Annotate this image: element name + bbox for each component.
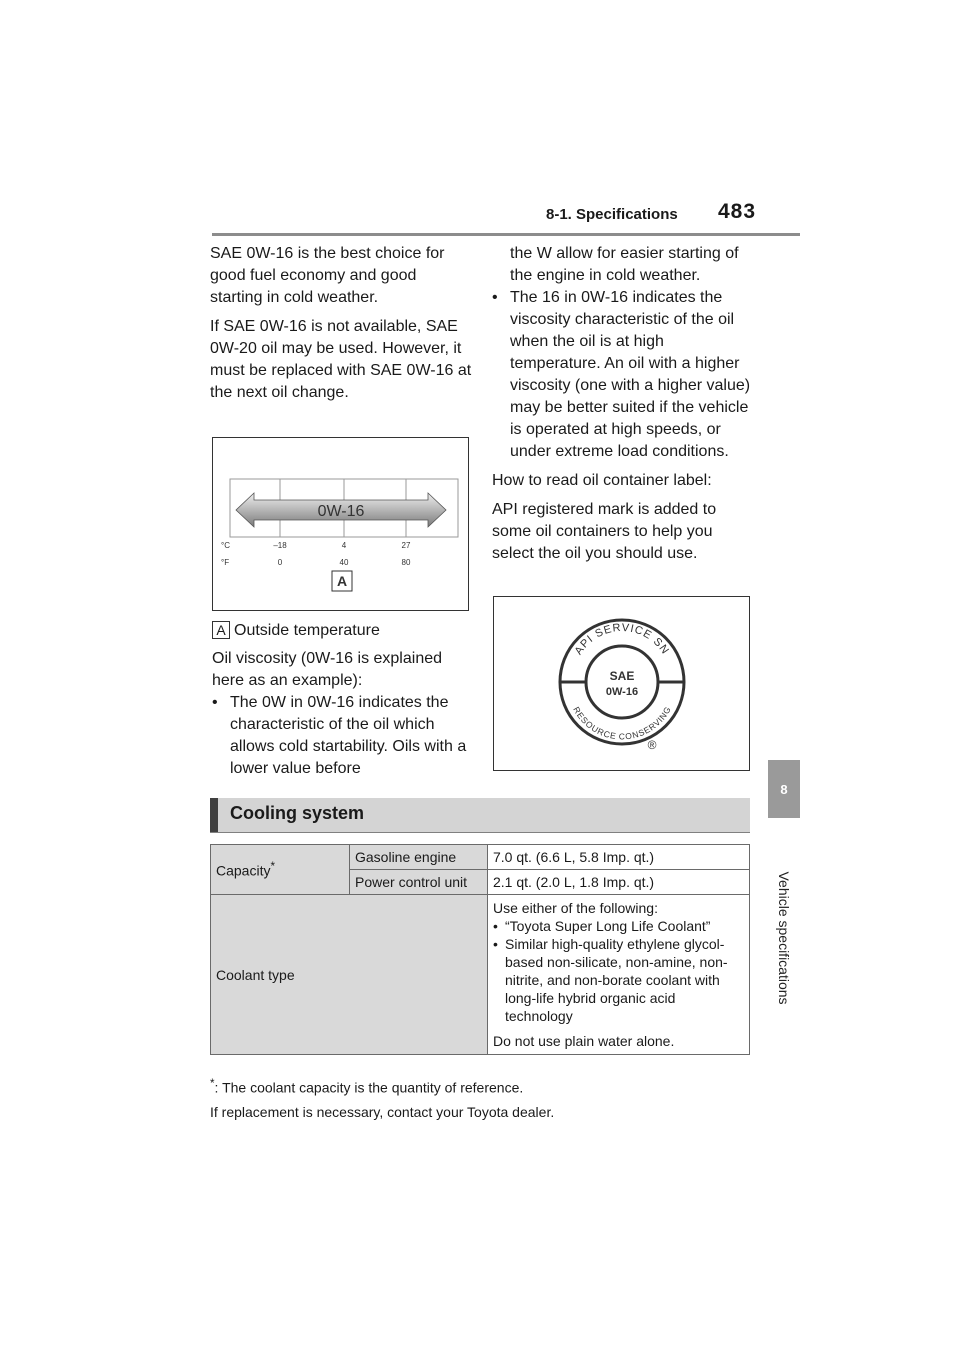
coolant-intro: Use either of the following:	[493, 900, 658, 916]
footnote-text: : The coolant capacity is the quantity of reference.	[214, 1079, 524, 1096]
section-header-cooling	[210, 798, 750, 832]
row-value-cell: 7.0 qt. (6.6 L, 5.8 Imp. qt.)	[488, 845, 750, 870]
paragraph-viscosity-intro: Oil viscosity (0W-16 is explained here as an example):	[212, 650, 443, 689]
coolant-value-cell	[488, 895, 750, 1055]
svg-text:API SERVICE SN	[573, 622, 672, 657]
bullet-continuation	[492, 243, 752, 287]
capacity-label-cell	[211, 845, 350, 895]
bullet-item: • The 0W in 0W-16 indicates the characteristic of the oil which allows cold startability. Oils with a lower value before	[212, 694, 467, 777]
bullet-text-0w: The 0W in 0W-16 indicates the characteristic of the oil which allows cold startability. Oils with a lower value before	[230, 694, 467, 777]
paragraph-alternative-oil: If SAE 0W-16 is not available, SAE 0W-20 oil may be used. However, it must be replaced with SAE 0W-16 at the next oil change.	[210, 318, 472, 401]
fahrenheit-tick: 80	[401, 558, 411, 567]
table-row	[211, 895, 750, 1055]
left-column-top	[210, 243, 472, 404]
footnote	[210, 1077, 523, 1096]
fahrenheit-tick: 40	[339, 558, 349, 567]
section-title-cooling: Cooling system	[230, 803, 365, 823]
api-center-top: SAE	[609, 669, 635, 683]
figure-legend	[212, 620, 474, 642]
api-bottom-text: RESOURCE CONSERVING	[571, 705, 673, 742]
legend-text: Outside temperature	[234, 622, 380, 639]
header-divider	[212, 233, 800, 236]
footnote-marker: *	[210, 1077, 215, 1090]
left-column-bottom	[212, 620, 474, 780]
bullet-text-16: The 16 in 0W-16 indicates the viscosity characteristic of the oil when the oil is at high temperature. An oil with a higher viscosity (one with a higher value) may be better suited if the vehicle is operated at high speeds, or under extreme load conditions.	[510, 289, 751, 460]
coolant-option: “Toyota Super Long Life Coolant”	[505, 918, 711, 934]
chapter-label-text: Vehicle specifications	[776, 871, 792, 1005]
dealer-note: If replacement is necessary, contact your Toyota dealer.	[210, 1104, 555, 1120]
coolant-option: Similar high-quality ethylene glycol-based non-silicate, non-amine, non-nitrite, and non-borate coolant with long-life hybrid organic acid technology	[505, 936, 728, 1024]
cooling-spec-table	[210, 844, 750, 1055]
paragraph-api-mark: API registered mark is added to some oil containers to help you select the oil you should use.	[492, 501, 717, 562]
viscosity-chart-graphic	[213, 438, 468, 610]
chapter-number: 8	[780, 781, 788, 797]
oil-viscosity-figure	[212, 437, 469, 611]
celsius-tick: –18	[273, 541, 287, 550]
capacity-footnote-marker: *	[270, 860, 276, 874]
coolant-label-cell: Coolant type	[211, 895, 488, 1055]
fahrenheit-tick: 0	[277, 558, 283, 567]
capacity-label: Capacity	[216, 862, 271, 879]
bullet-item: • The 16 in 0W-16 indicates the viscosity characteristic of the oil when the oil is at high temperature. An oil with a higher viscosity (one with a higher value) may be better suited if the vehicle is operated at high speeds, or under extreme load conditions.	[492, 289, 751, 460]
section-title: 8-1. Specifications	[546, 206, 678, 223]
bullet-text-continued: the W allow for easier starting of the engine in cold weather.	[510, 245, 739, 284]
row-label-cell: Gasoline engine	[350, 845, 488, 870]
registered-mark: ®	[647, 738, 657, 752]
coolant-note: Do not use plain water alone.	[493, 1033, 675, 1049]
callout-label: A	[336, 573, 348, 589]
paragraph-container-label: How to read oil container label:	[492, 472, 712, 489]
paragraph-best-choice: SAE 0W-16 is the best choice for good fuel economy and good starting in cold weather.	[210, 245, 445, 306]
right-column	[492, 243, 752, 565]
row-value-cell: 2.1 qt. (2.0 L, 1.8 Imp. qt.)	[488, 870, 750, 895]
row-label-cell: Power control unit	[350, 870, 488, 895]
svg-text:RESOURCE CONSERVING	[571, 705, 672, 741]
api-service-symbol	[494, 597, 749, 770]
chapter-tab	[768, 760, 800, 818]
api-center-bottom: 0W-16	[605, 686, 639, 698]
list-item: • Similar high-quality ethylene glycol-based non-silicate, non-amine, non-nitrite, and non-borate coolant with long-life hybrid organic acid technology	[493, 936, 728, 1024]
band-label: 0W-16	[317, 503, 365, 520]
celsius-tick: 4	[341, 541, 347, 550]
table-row	[211, 845, 750, 870]
api-top-text: API SERVICE SN	[572, 621, 672, 658]
legend-marker: A	[212, 621, 230, 639]
api-mark-figure	[493, 596, 750, 771]
section-divider	[210, 832, 750, 833]
page-number: 483	[718, 200, 757, 223]
celsius-unit: °C	[221, 541, 230, 550]
celsius-tick: 27	[401, 541, 411, 550]
fahrenheit-unit: °F	[221, 558, 230, 567]
list-item: • “Toyota Super Long Life Coolant”	[493, 918, 711, 934]
chapter-label	[770, 838, 798, 1038]
